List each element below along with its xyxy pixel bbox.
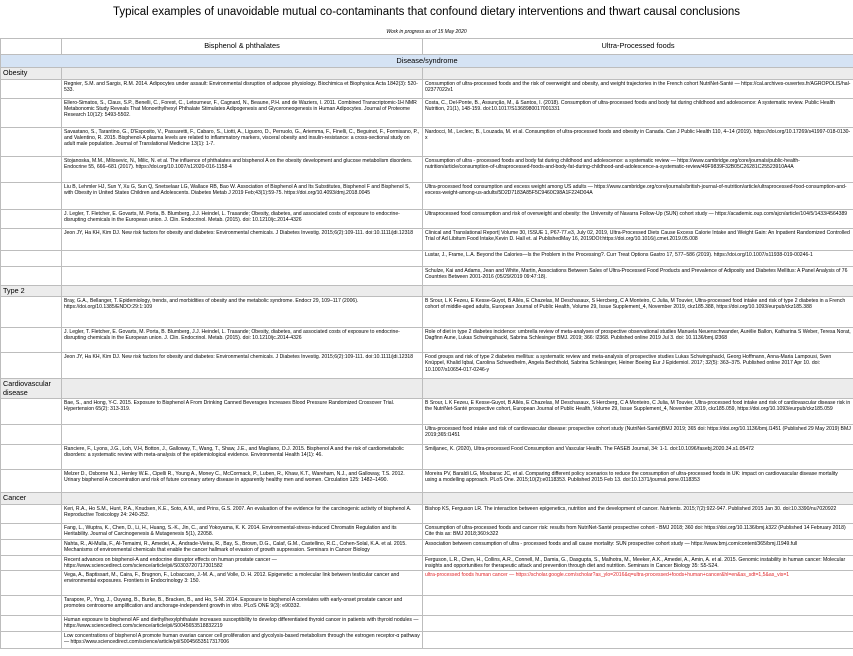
table-row xyxy=(1,98,853,127)
bisphenol-reference: Bray, G.A., Bellanger, T. Epidemiology, trends, and morbidities of obesity and the metabolic syndrome. Endocr 29, 109–117 (2006). https://doi.org/10.1385/ENDO:29:1:109 xyxy=(62,297,423,328)
upf-reference xyxy=(423,596,853,616)
page-subtitle: Work in progress as of 15 May 2020 xyxy=(386,29,467,35)
upf-reference: Ultra-processed food consumption and excess weight among US adults — https://www.cambridge.org/core/journals/british-journal-of-nutrition/article/ultraprocessed-food-consumption-and-excess-weight-among-us-adults/5D2D7183A85F5C9460C98A1F224D04A xyxy=(423,182,853,209)
table-row xyxy=(1,539,853,555)
disease-header-row xyxy=(1,55,853,68)
table-row xyxy=(1,616,853,632)
table-row xyxy=(1,228,853,250)
bisphenol-reference: Stojanoska, M.M., Milosevic, N., Milic, N. et al. The influence of phthalates and bisphenol A on the obesity development and glucose metabolism disorders. Endocrine 55, 666–681 (2017). https://doi.org/10.1007/s12020-016-1158-4 xyxy=(62,156,423,182)
table-row xyxy=(1,297,853,328)
table-row xyxy=(1,328,853,353)
table-row xyxy=(1,209,853,228)
page-title: Typical examples of unavoidable mutual co-contaminants that confound dietary interventions and thwart causal conclusions xyxy=(112,6,741,18)
table-row xyxy=(1,127,853,156)
table-row xyxy=(1,596,853,616)
references-table xyxy=(0,38,853,649)
table-row xyxy=(1,555,853,571)
upf-reference: Clinical and Translational Report| Volume 30, ISSUE 1, P67-77.e3, July 02, 2019, Ultra-Processed Diets Cause Excess Calorie Intake and Weight Gain: An Inpatient Randomized Controlled Trial of Ad Libitum Food Intake,Kevin D. Hall et. al PublishedMay 16, 2019DOI:https://doi.org/10.1016/j.cmet.2019.05.008 xyxy=(423,228,853,250)
table-row xyxy=(1,631,853,648)
header-row xyxy=(1,39,853,55)
bisphenol-reference: Vega, A., Baptissart, M., Caira, F., Brugnon, F., Lobaccaro, J.-M. A., and Volle, D. H. 2012. Epigenetic: a molecular link between testicular cancer and environmental exposures. Frontiers in Endocrinology 3: 150. xyxy=(62,571,423,596)
col-header-upf: Ultra-Processed foods xyxy=(423,39,853,55)
section-label: Cardiovascular disease xyxy=(1,379,62,399)
upf-reference: Schulze, Kai and Adams, Jean and White, Martin, Associations Between Sales of Ultra-Processed Food Products and Prevalence of Adiposity and Diabetes Mellitus: A Panel Analysis of 76 Countries Between 2001-2016 (05/29/2019 09:47:18). xyxy=(423,266,853,285)
table-row xyxy=(1,156,853,182)
bisphenol-reference: J. Legler, T. Fletcher, E. Govarts, M. Porta, B. Blumberg, J.J. Heindel, L. Trasande; Obesity, diabetes, and associated costs of exposure to endocrine-disrupting chemicals in the European union. J. Clin. Endocrinol. Metab. (2015). doi: 10.1210/jc.2014-4326 xyxy=(62,209,423,228)
bisphenol-reference: Recent advances on bisphenol-A and endocrine disruptor effects on human prostate cancer — https://www.sciencedirect.com/science/article/pii/S0303720717301582 xyxy=(62,555,423,571)
upf-reference: Consumption of ultra-processed foods and the risk of overweight and obesity, and weight trajectories in the French cohort NutriNet-Santé — https://cal.archives-ouvertes.fr/AGROPOLIS/hal-02377022v1 xyxy=(423,79,853,98)
section-row xyxy=(1,379,853,399)
bisphenol-reference: Low concentrations of bisphenol A promote human ovarian cancer cell proliferation and glycolysis-based metabolism through the estrogen receptor-α pathway — https://www.sciencedirect.com/science/article/pii/S0045653517317006 xyxy=(62,631,423,648)
upf-reference: Association between consumption of ultra - processed foods and all cause mortality: SUN prospective cohort study — https://www.bmj.com/content/365/bmj.l1949.full xyxy=(423,539,853,555)
bisphenol-reference: Savastano, S., Tarantino, G., D'Esposito, V., Passaretti, F., Cabaro, S., Liotti, A., Liguoro, D., Perruolo, G., Ariemma, F., Finelli, C., Beguinot, F., Formisano, P., and Valentino, R. 2015. Bisphenol-A plasma levels are related to inflammatory markers, visceral obesity and insulin-resistance: a cross-sectional study on adult male population. Journal of Translational Medicine 13(1): 1-7. xyxy=(62,127,423,156)
section-row xyxy=(1,493,853,505)
table-row xyxy=(1,182,853,209)
upf-reference: Smiljanec, K. (2020), Ultra-processed Food Consumption and Vascular Health. The FASEB Journal, 34: 1-1. doi:10.1096/fasebj.2020.34.s1.05472 xyxy=(423,445,853,470)
table-row xyxy=(1,250,853,266)
table-row xyxy=(1,266,853,285)
bisphenol-reference xyxy=(62,425,423,445)
col-header-bisphenol: Bisphenol & phthalates xyxy=(62,39,423,55)
bisphenol-reference: Melzer D., Osborne N.J., Henley W.E., Cipelli R., Young A., Money C., McCormack, P., Luben, R., Khaw, K.T., Wareham, N.J., and Galloway, T.S. 2012. Urinary bisphenol A concentration and risk of future coronary artery disease in apparently healthy men and women. Circulation 125: 1482–1490. xyxy=(62,470,423,493)
upf-reference: Ferguson, L.R., Chen, H., Collins, A.R., Connell, M., Damia, G., Dasgupta, S., Malhotra, M., Meeker, A.K., Amedei, A., Amin, A. et al. 2015. Genomic instability in human cancer: Molecular insights and opportunities for therapeutic attack and prevention through diet and nutrition. Seminars in Cancer Biology 35: S5-S24. xyxy=(423,555,853,571)
upf-reference: B Srour, L K Fezeu, E Kesse-Guyot, B Allès, E Chazelas, M Deschasaux, S Hercberg, C A Monteiro, C Julia, M Touvier, Ultra-processed food intake and risk of cardiovascular disease risk in the NutriNet-Santé prospective cohort, European Journal of Public Health, Volume 29, Issue Supplement_4, November 2019, ckz185.059, https://doi.org/10.1093/eurpub/ckz185.059 xyxy=(423,399,853,425)
section-label: Obesity xyxy=(1,68,62,80)
table-row xyxy=(1,353,853,379)
bisphenol-reference: Tarapore, P., Ying, J., Ouyang, B., Burke, B., Bracken, B., and Ho, S-M. 2014. Exposure to bisphenol A correlates with early-onset prostate cancer and promotes centrosome amplification and anchorage-independent growth in vitro. PLoS ONE 9(3): e90332. xyxy=(62,596,423,616)
table-row xyxy=(1,470,853,493)
bisphenol-reference: Nahta, R., Al-Mulla, F., Al-Temaimi, R., Amedei, A., Andrade-Vieira, R., Bay, S., Brown, D.G., Calaf, G.M., Castellino, R.C., Cohen-Solal, K.A. et al. 2015. Mechanisms of environmental chemicals that enable the cancer hallmark of evasion of growth suppression. Seminars in Cancer Biology xyxy=(62,539,423,555)
table-row xyxy=(1,399,853,425)
bisphenol-reference xyxy=(62,266,423,285)
section-row xyxy=(1,68,853,80)
table-row xyxy=(1,425,853,445)
bisphenol-reference: J. Legler, T. Fletcher, E. Govarts, M. Porta, B. Blumberg, J.J. Heindel, L. Trasande; Obesity, diabetes, and associated costs of exposure to endocrine-disrupting chemicals in the European union. J. Clin. Endocrinol. Metab. (2015). doi: 10.1210/jc.2014-4326 xyxy=(62,328,423,353)
bisphenol-reference: Ellero-Simatos, S., Claus, S.P., Benelli, C., Forest, C., Letourneur, F., Cagnard, N., Beaune, P.H. and de Waziers, I. 2011. Combined Transcriptomic-1H NMR Metabonomic Study Reveals That Monoethylhexyl Phthalate Stimulates Adipogenesis and Glyceroneogenesis in Human Adipocytes. Journal of Proteome Research 10(12): 5493-5502. xyxy=(62,98,423,127)
bisphenol-reference: Jeon JY, Ha KH, Kim DJ. New risk factors for obesity and diabetes: Environmental chemicals. J Diabetes Investig. 2015;6(2):109-111. doi:10.1111/jdi.12318 xyxy=(62,228,423,250)
bisphenol-reference: Liu B, Lehmler HJ, Sun Y, Xu G, Sun Q, Snetselaar LG, Wallace RB, Bao W. Association of Bisphenol A and Its Substitutes, Bisphenol F and Bisphenol S, with Obesity in United States Children and Adolescents. Diabetes Metab J 2019 Feb;43(1):59-75. https://doi.org/10.4093/dmj.2018.0045 xyxy=(62,182,423,209)
bisphenol-reference: Human exposure to bisphenol AF and diethylhexylphthalate increases susceptibility to develop differentiated thyroid cancer in patients with thyroid nodules — https://www.sciencedirect.com/science/article/pii/S0045653518832219 xyxy=(62,616,423,632)
upf-reference: Bishop KS, Ferguson LR. The interaction between epigenetics, nutrition and the development of cancer. Nutrients. 2015;7(2):922-947. Published 2015 Jan 30. doi:10.3390/nu7020922 xyxy=(423,504,853,523)
section-label: Cancer xyxy=(1,493,62,505)
table-row xyxy=(1,445,853,470)
upf-reference: Costa, C., Del-Ponte, B., Assunção, M., & Santos, I. (2018). Consumption of ultra-processed foods and body fat during childhood and adolescence: A systematic review. Public Health Nutrition, 21(1), 148-159. doi:10.1017/S1368980017001331 xyxy=(423,98,853,127)
section-row xyxy=(1,285,853,297)
bisphenol-reference: Regnier, S.M. and Sargis, R.M. 2014. Adipocytes under assault: Environmental disruption of adipose physiology. Biochimica et Biophysica Acta 1842(3): 520-533. xyxy=(62,79,423,98)
table-row xyxy=(1,571,853,596)
bisphenol-reference: Bae, S., and Hong, Y-C. 2015. Exposure to Bisphenol A From Drinking Canned Beverages Increases Blood Pressure Randomized Crossover Trial. Hypertension 65(2): 313-319. xyxy=(62,399,423,425)
bisphenol-reference: Ranciere, F., Lyons, J.G., Loh, V.H, Botton, J., Galloway, T., Wang, T., Shaw, J.E., and Magliano, D.J. 2015. Bisphenol A and the risk of cardiometabolic disorders: a systematic review with meta-analysis of the epidemiological evidence. Environmental Health 14(1): 46. xyxy=(62,445,423,470)
table-row xyxy=(1,523,853,539)
disease-header: Disease/syndrome xyxy=(1,55,853,68)
upf-reference: Food groups and risk of type 2 diabetes mellitus: a systematic review and meta-analysis of prospective studies Lukas Schwingshackl, Georg Hoffmann, Anna-Maria Lampousi, Sven Knüppel, Khalid Iqbal, Carolina Schwedhelm, Angela Bechthold, Sabrina Schlesinger, Heiner Boeing Eur J Epidemiol. 2017; 32(5): 363–375. Published online 2017 Apr 10. doi: 10.1007/s10654-017-0246-y xyxy=(423,353,853,379)
bisphenol-reference: Jeon JY, Ha KH, Kim DJ. New risk factors for obesity and diabetes: Environmental chemicals. J Diabetes Investig. 2015;6(2):109-111. doi:10.1111/jdi.12318 xyxy=(62,353,423,379)
upf-reference[interactable]: ultra-processed foods human cancer — https://scholar.google.com/scholar?as_ylo=2016&q=ultra-processed+foods+human+cancer&hl=en&as_sdt=1,5&as_vis=1 xyxy=(423,571,853,596)
upf-reference: Lustar, J., Frame, L.A. Beyond the Calories—Is the Problem in the Processing?. Curr Treat Options Gastro 17, 577–586 (2019). https://doi.org/10.1007/s11938-019-00246-1 xyxy=(423,250,853,266)
table-row xyxy=(1,79,853,98)
bisphenol-reference xyxy=(62,250,423,266)
upf-reference xyxy=(423,616,853,632)
upf-reference: Consumption of ultra-processed foods and cancer risk: results from NutriNet-Santé prospective cohort - BMJ 2018; 360 doi: https://doi.org/10.1136/bmj.k322 (Published 14 February 2018) Cite this as: BMJ 2018;360:k322 xyxy=(423,523,853,539)
upf-reference xyxy=(423,631,853,648)
upf-reference: Role of diet in type 2 diabetes incidence: umbrella review of meta-analyses of prospective observational studies Manuela Neuenschwander, Aurélie Ballon, Katharina S Weber, Teresa Norat, Dagfinn Aune, Lukas Schwingshackl, Sabrina Schlesinger BMJ. 2019; 366: l2368. Published online 2019 Jul 3. doi: 10.1136/bmj.l2368 xyxy=(423,328,853,353)
upf-reference: Ultra-processed food intake and risk of cardiovascular disease: prospective cohort study (NutriNet-Santé)BMJ 2019; 365 doi: https://doi.org/10.1136/bmj.l1451 (Published 29 May 2019) BMJ 2019;365:l1451 xyxy=(423,425,853,445)
upf-reference: B Srour, L K Fezeu, E Kesse-Guyot, B Allès, E Chazelas, M Deschasaux, S Hercberg, C A Monteiro, C Julia, M Touvier, Ultra-processed food intake and risk of type 2 diabetes in a French cohort of middle-aged adults, European Journal of Public Health, Volume 29, Issue Supplement_4, November 2019, ckz185.388, https://doi.org/10.1093/eurpub/ckz185.388 xyxy=(423,297,853,328)
section-label: Type 2 xyxy=(1,285,62,297)
bisphenol-reference: Fang, L., Wuptra, K., Chen, D., Li, H., Huang, S.-K., Jin, C., and Yokoyama, K. K. 2014. Environmental-stress-induced Chromatin Regulation and its Heritability. Journal of Carcinogenesis & Mutagenesis 5(1), 22058. xyxy=(62,523,423,539)
bisphenol-reference: Keri, R.A., Ho S.M., Hunt, P.A., Knudsen, K.E., Soto, A.M., and Prins, G.S. 2007. An evaluation of the evidence for the carcinogenic activity of bisphenol A. Reproductive Toxicology 24: 240-252. xyxy=(62,504,423,523)
upf-reference: Ultraprocessed food consumption and risk of overweight and obesity: the University of Navarra Follow-Up (SUN) cohort study — https://academic.oup.com/ajcn/article/104/5/1433/4564389 xyxy=(423,209,853,228)
upf-reference: Nardocci, M., Leclerc, B., Louzada, M. et al. Consumption of ultra-processed foods and obesity in Canada. Can J Public Health 110, 4–14 (2019). https://doi.org/10.17269/s41997-018-0130-x xyxy=(423,127,853,156)
table-row xyxy=(1,504,853,523)
upf-reference: Consumption of ultra - processed foods and body fat during childhood and adolescence: a systematic review — https://www.cambridge.org/core/journals/public-health-nutrition/article/consumption-of-ultraprocessed-foods-and-body-fat-during-childhood-and-adolescence-a-systematic-review/49F9839F32B05C26281C25523910A4A xyxy=(423,156,853,182)
upf-reference: Moreira PV, Baraldi LG, Moubarac JC, et al. Comparing different policy scenarios to reduce the consumption of ultra-processed foods in UK: impact on cardiovascular disease mortality using a modelling approach. PLoS One. 2015;10(2):e0118353. Published 2015 Feb 13. doi:10.1371/journal.pone.0118353 xyxy=(423,470,853,493)
